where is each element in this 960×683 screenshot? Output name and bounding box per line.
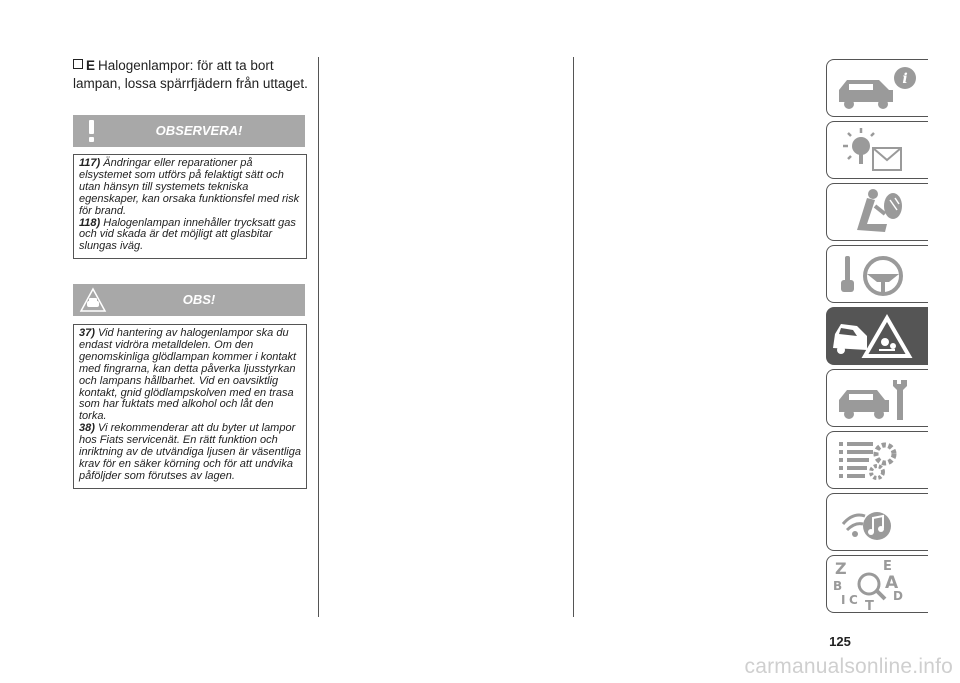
observera-header <box>73 115 305 147</box>
chapter-tab-safety[interactable] <box>826 183 928 241</box>
index-letters-search-icon <box>827 556 929 614</box>
obs-item <box>79 423 301 483</box>
index-letter: C <box>849 593 858 607</box>
obs-title: OBS! <box>182 292 216 307</box>
chapter-tab-maintenance[interactable] <box>826 369 928 427</box>
column-divider <box>318 57 319 617</box>
observera-item <box>79 158 301 218</box>
car-service-wrench-icon <box>827 370 929 428</box>
obs-item-num: 37) <box>79 327 95 339</box>
intro-paragraph <box>73 57 313 93</box>
index-letter: D <box>893 589 903 603</box>
index-letter: Z <box>835 559 847 578</box>
obs-item-text: Vi rekommenderar att du byter ut lampor hos Fiats servicenät. En rätt funktion och inriktning av de utvändiga ljusen är väsentliga krav för en säker körning och för att undvika påföljder som förutses av lagen. <box>79 422 301 482</box>
chapter-tab-multimedia[interactable] <box>826 493 928 551</box>
page-number: 125 <box>829 634 851 649</box>
obs-item <box>79 328 301 423</box>
index-letter: T <box>865 599 874 614</box>
warning-light-message-icon <box>827 122 929 180</box>
chapter-tab-warning-lights[interactable] <box>826 121 928 179</box>
car-info-icon <box>827 60 929 118</box>
obs-header <box>73 284 305 316</box>
bullet-square-icon <box>73 59 83 69</box>
index-letter: E <box>883 559 892 574</box>
observera-item <box>79 218 301 254</box>
obs-item-num: 38) <box>79 422 95 435</box>
observera-item-num: 118) <box>79 216 101 229</box>
chapter-tab-index[interactable] <box>826 555 928 613</box>
seat-airbag-icon <box>827 184 929 242</box>
index-letter: A <box>885 573 899 593</box>
observera-title: OBSERVERA! <box>155 123 243 138</box>
multimedia-music-icon <box>827 494 929 552</box>
chapter-tab-car-info[interactable] <box>826 59 928 117</box>
key-steering-wheel-icon <box>827 246 929 304</box>
obs-body <box>73 324 307 489</box>
chapter-tab-emergency[interactable] <box>826 307 928 365</box>
index-letter: B <box>833 579 843 593</box>
data-list-gears-icon <box>827 432 929 490</box>
chapter-tab-starting-driving[interactable] <box>826 245 928 303</box>
column-divider <box>573 57 574 617</box>
observera-item-text: Ändringar eller reparationer på elsystemet som utförs på felaktigt sätt och utan hänsyn till systemets tekniska egenskaper, kan orsaka funktionsfel med risk för brand. <box>79 157 300 217</box>
intro-letter: E <box>86 58 96 73</box>
index-letter: I <box>841 593 846 607</box>
emergency-warning-triangle-icon <box>827 308 929 366</box>
observera-body <box>73 154 307 259</box>
chapter-tab-technical-data[interactable] <box>826 431 928 489</box>
observera-item-text: Halogenlampan innehåller trycksatt gas och vid skada är det möjligt att glasbitar slungas iväg. <box>79 216 296 253</box>
watermark: carmanualsonline.info <box>744 655 953 678</box>
svg-text:i: i <box>902 71 908 87</box>
intro-text: Halogenlampor: för att ta bort lampan, lossa spärrfjädern från uttaget. <box>73 58 308 91</box>
obs-item-text: Vid hantering av halogenlampor ska du endast vidröra metalldelen. Om den genomskinliga glödlampan kommer i kontakt med fingrarna, kan detta påverka ljusstyrkan och lampans hållbarhet. Vid en oavsiktlig kontakt, gnid glödlampskolven med en trasa som har fuktats med alkohol och låt den torka. <box>79 327 297 423</box>
observera-item-num: 117) <box>79 157 101 169</box>
